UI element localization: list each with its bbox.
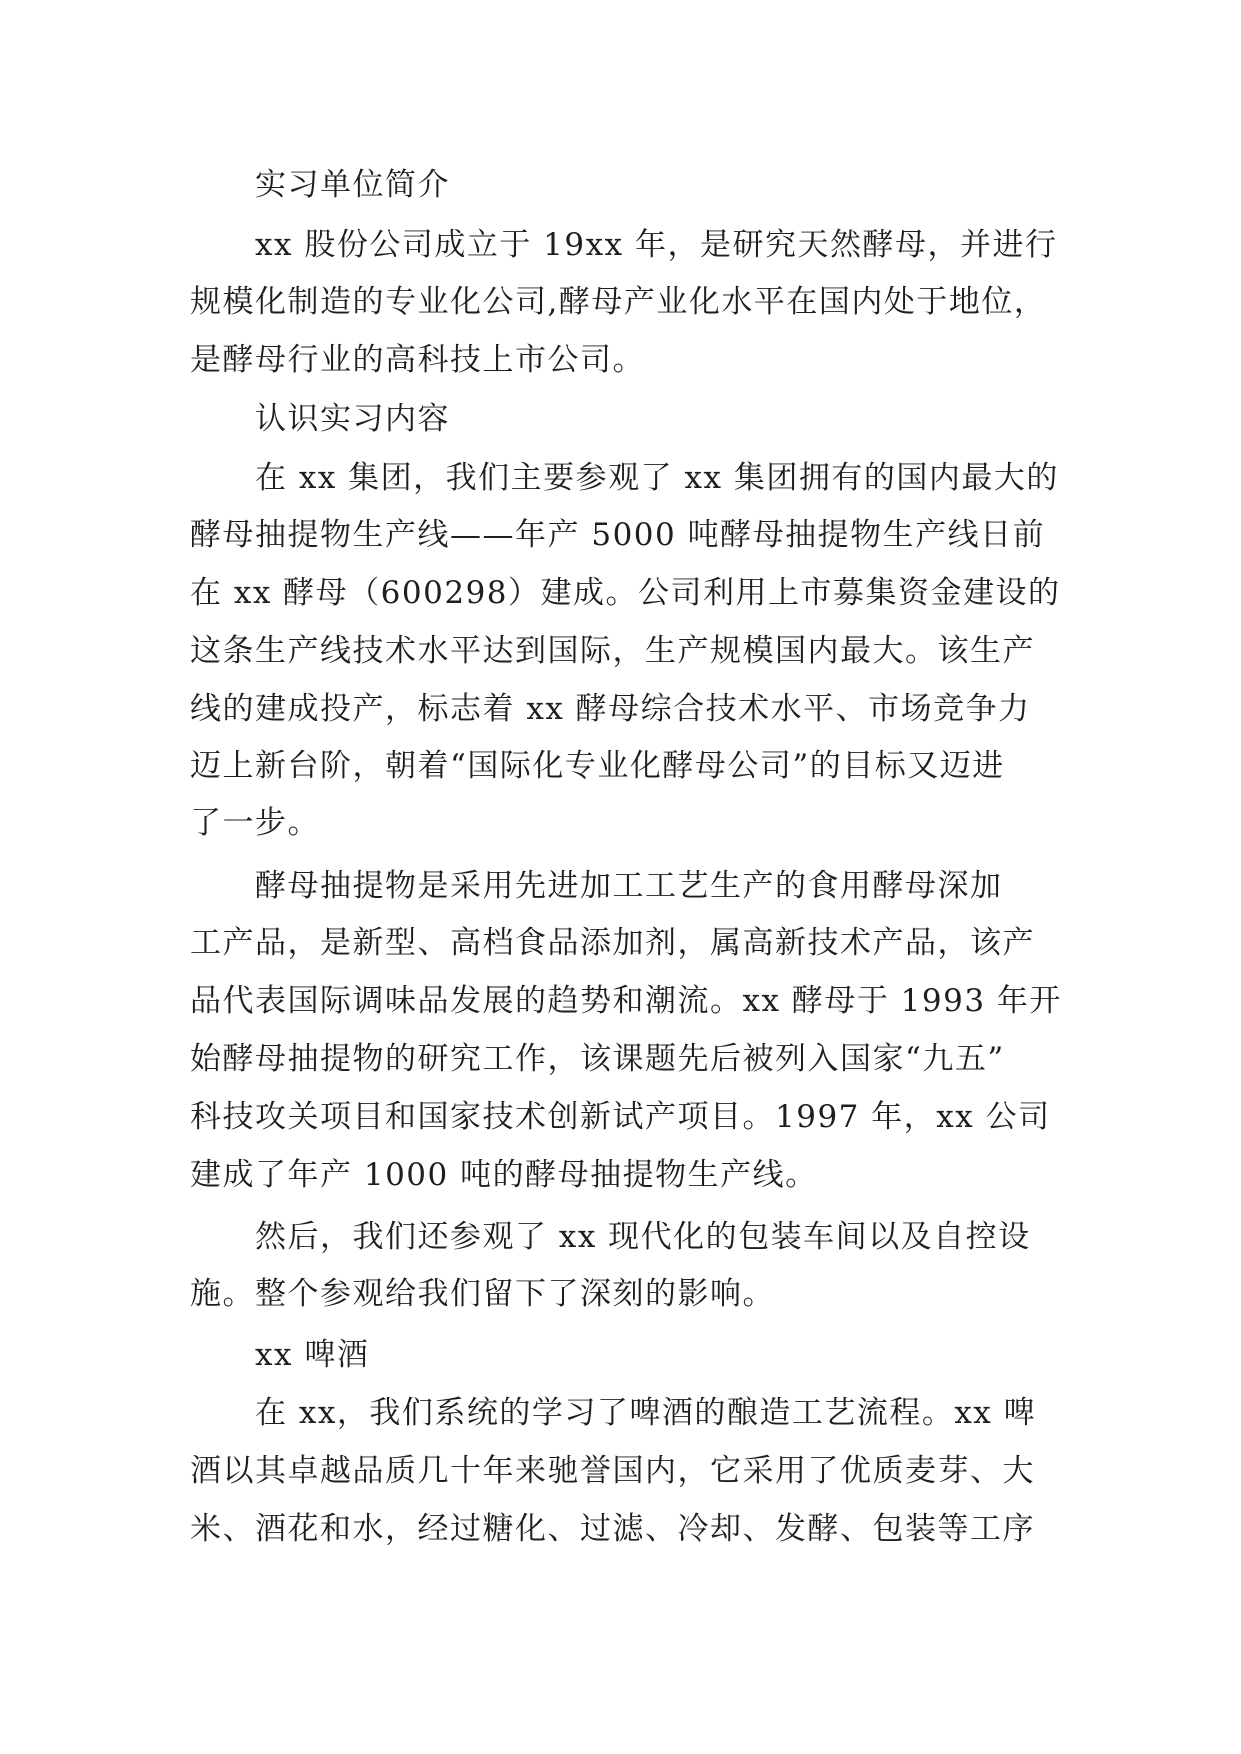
paragraph-line: 酒以其卓越品质几十年来驰誉国内，它采用了优质麦芽、大 [190,1453,1035,1489]
paragraph-line: 规模化制造的专业化公司,酵母产业化水平在国内处于地位， [190,284,1047,320]
paragraph-line: 科技攻关项目和国家技术创新试产项目。1997 年，xx 公司 [190,1099,1051,1135]
paragraph-line: 迈上新台阶，朝着“国际化专业化酵母公司”的目标又迈进 [190,748,1005,784]
paragraph-line: 在 xx 酵母（600298）建成。公司利用上市募集资金建设的 [190,575,1061,611]
section-heading-internship-unit: 实习单位简介 [255,167,450,203]
paragraph-line: 施。整个参观给我们留下了深刻的影响。 [190,1276,775,1312]
section-heading-internship-content: 认识实习内容 [255,401,450,437]
paragraph-line: 这条生产线技术水平达到国际，生产规模国内最大。该生产 [190,633,1035,669]
paragraph-line: 酵母抽提物生产线——年产 5000 吨酵母抽提物生产线日前 [190,517,1046,553]
paragraph-line: xx 股份公司成立于 19xx 年，是研究天然酵母，并进行 [255,227,1058,263]
paragraph-line: 在 xx，我们系统的学习了啤酒的酿造工艺流程。xx 啤 [255,1395,1037,1431]
paragraph-line: 是酵母行业的高科技上市公司。 [190,342,645,378]
paragraph-line: 建成了年产 1000 吨的酵母抽提物生产线。 [190,1157,818,1193]
paragraph-line: 工产品，是新型、高档食品添加剂，属高新技术产品，该产 [190,925,1035,961]
paragraph-line: 然后，我们还参观了 xx 现代化的包装车间以及自控设 [255,1219,1031,1255]
section-heading-beer: xx 啤酒 [255,1337,370,1373]
paragraph-line: 在 xx 集团，我们主要参观了 xx 集团拥有的国内最大的 [255,460,1059,496]
paragraph-line: 线的建成投产，标志着 xx 酵母综合技术水平、市场竞争力 [190,691,1031,727]
paragraph-line: 了一步。 [190,805,320,841]
paragraph-line: 始酵母抽提物的研究工作，该课题先后被列入国家“九五” [190,1041,1005,1077]
paragraph-line: 品代表国际调味品发展的趋势和潮流。xx 酵母于 1993 年开 [190,983,1062,1019]
paragraph-line: 酵母抽提物是采用先进加工工艺生产的食用酵母深加 [255,868,1003,904]
paragraph-line: 米、酒花和水，经过糖化、过滤、冷却、发酵、包装等工序 [190,1511,1035,1547]
